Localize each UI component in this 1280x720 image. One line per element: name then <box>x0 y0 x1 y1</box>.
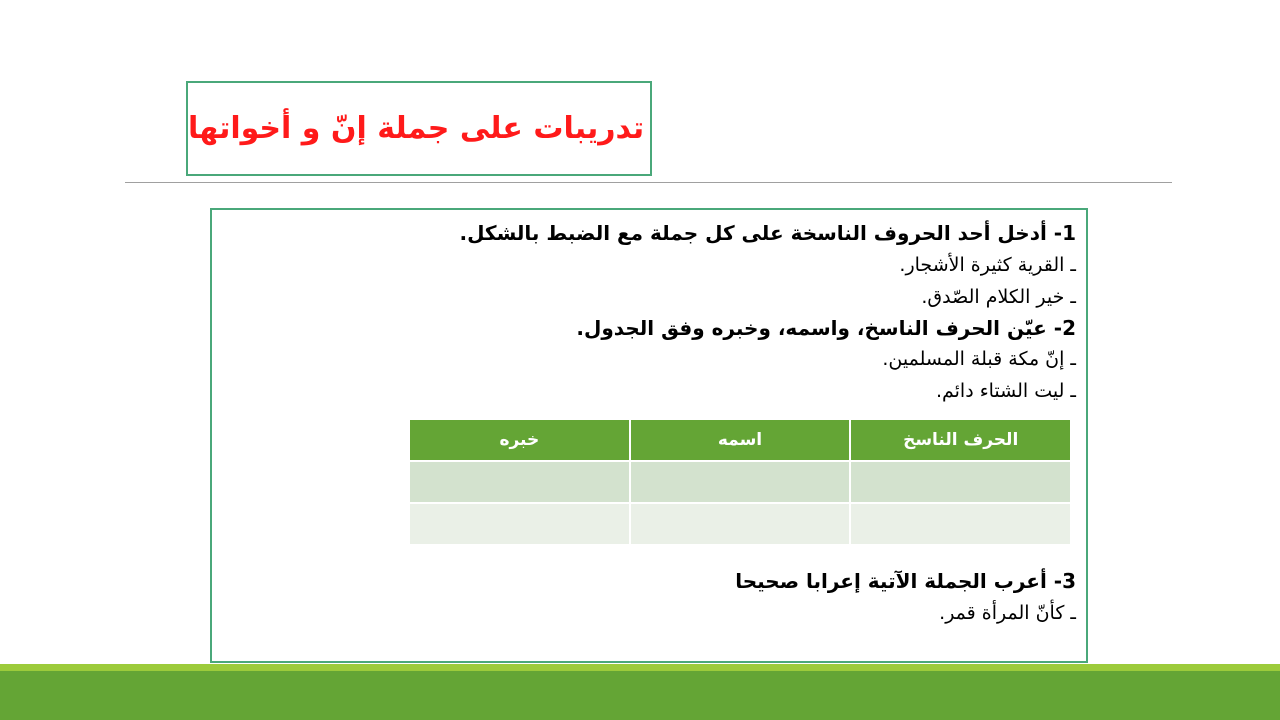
table-cell <box>850 503 1071 545</box>
question-2-text: 2- عيّن الحرف الناسخ، واسمه، وخبره وفق الجدول. <box>576 316 1076 340</box>
table-header-row <box>409 420 1071 461</box>
slide-title: تدريبات على جملة إنّ و أخواتها <box>188 111 645 146</box>
table-cell <box>409 461 630 503</box>
title-box <box>186 81 652 176</box>
table-row <box>409 503 1071 545</box>
question-3-item-1: ـ كأنّ المرأة قمر. <box>939 602 1076 624</box>
question-1-text: 1- أدخل أحد الحروف الناسخة على كل جملة مع الضبط بالشكل. <box>459 221 1076 245</box>
question-1-item-2: ـ خير الكلام الصّدق. <box>921 286 1076 308</box>
answer-table <box>408 420 1072 546</box>
header-subject: اسمه <box>630 420 851 461</box>
table-cell <box>850 461 1071 503</box>
table-cell <box>630 461 851 503</box>
table-cell <box>409 503 630 545</box>
question-3-text: 3- أعرب الجملة الآتية إعرابا صحيحا <box>735 569 1076 593</box>
exercise-box <box>210 208 1088 663</box>
table-row <box>409 461 1071 503</box>
footer-band-light <box>0 664 1280 671</box>
table-cell <box>630 503 851 545</box>
answer-table-wrap <box>408 420 1072 546</box>
divider-line <box>125 182 1172 183</box>
header-predicate: خبره <box>409 420 630 461</box>
footer-band-dark <box>0 671 1280 720</box>
question-2-item-2: ـ ليت الشتاء دائم. <box>935 380 1076 402</box>
header-particle: الحرف الناسخ <box>850 420 1071 461</box>
question-2-item-1: ـ إنّ مكة قبلة المسلمين. <box>882 348 1076 370</box>
question-1-item-1: ـ القرية كثيرة الأشجار. <box>899 254 1076 276</box>
